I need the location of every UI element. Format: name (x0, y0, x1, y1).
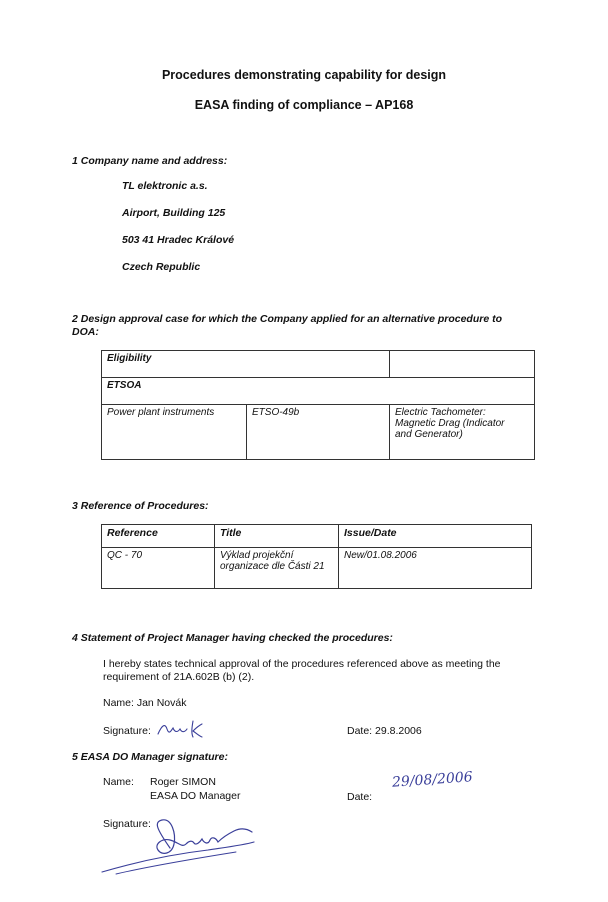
description-line: Electric Tachometer: (395, 407, 486, 418)
column-header-title: Title (215, 525, 339, 548)
description-line: and Generator) (395, 429, 463, 440)
procedures-table (101, 524, 532, 589)
column-header-reference: Reference (102, 525, 215, 548)
issue-cell: New/01.08.2006 (339, 548, 532, 589)
document-title: Procedures demonstrating capability for design (161, 68, 447, 82)
section1-heading: 1 Company name and address: (72, 155, 228, 167)
manager-name: Name: Jan Novák (103, 697, 187, 709)
title-line: Výklad projekční (220, 550, 294, 561)
section2-heading-line1: 2 Design approval case for which the Company applied for an alternative procedure to (72, 313, 503, 325)
title-line: organizace dle Části 21 (220, 561, 325, 572)
reference-cell: QC - 70 (102, 548, 215, 589)
document-subtitle: EASA finding of compliance – AP168 (194, 98, 414, 112)
title-cell (215, 548, 339, 589)
section5-heading: 5 EASA DO Manager signature: (72, 751, 228, 763)
company-street: Airport, Building 125 (122, 207, 226, 219)
description-cell (390, 405, 535, 460)
standard-cell: ETSO-49b (247, 405, 390, 460)
company-name: TL elektronic a.s. (122, 180, 208, 192)
column-header-issue: Issue/Date (339, 525, 532, 548)
do-manager-role: EASA DO Manager (150, 790, 241, 802)
eligibility-table (101, 350, 535, 460)
handwritten-date: 29/08/2006 (391, 769, 474, 791)
eligibility-empty-cell (390, 351, 535, 378)
company-city: 503 41 Hradec Králové (122, 234, 235, 246)
eligibility-label: Eligibility (102, 351, 390, 378)
statement-date: Date: 29.8.2006 (347, 725, 422, 737)
section2-heading-line2: DOA: (72, 326, 99, 338)
signature-label: Signature: (103, 725, 151, 737)
section4-heading: 4 Statement of Project Manager having checked the procedures: (72, 632, 393, 644)
description-line: Magnetic Drag (Indicator (395, 418, 505, 429)
do-manager-date-label: Date: (347, 791, 373, 803)
do-manager-name-label: Name: (103, 776, 134, 788)
section3-heading: 3 Reference of Procedures: (72, 500, 209, 512)
do-signature-label: Signature: (103, 818, 151, 830)
statement-line1: I hereby states technical approval of the procedures referenced above as meeting the (103, 658, 501, 670)
do-manager-name: Roger SIMON (150, 776, 216, 788)
do-manager-signature (96, 812, 266, 880)
statement-line2: requirement of 21A.602B (b) (2). (103, 671, 255, 683)
category-cell: Power plant instruments (102, 405, 247, 460)
project-manager-signature (155, 717, 215, 743)
etsoa-label: ETSOA (102, 378, 535, 405)
company-country: Czech Republic (122, 261, 201, 273)
